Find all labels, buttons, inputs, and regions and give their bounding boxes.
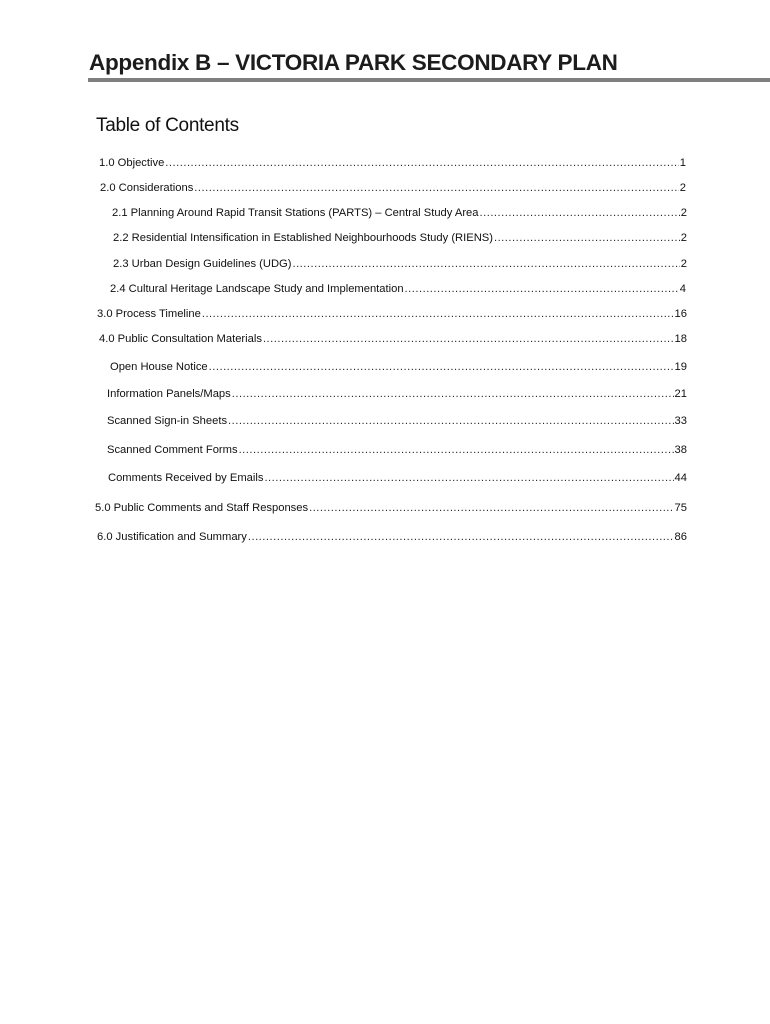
toc-entry-label: Open House Notice xyxy=(110,361,208,373)
dot-leader xyxy=(194,181,678,195)
toc-entry-page: 33 xyxy=(674,415,687,427)
dot-leader xyxy=(239,443,674,457)
dot-leader xyxy=(309,501,673,515)
toc-entry-objective[interactable] xyxy=(99,156,686,170)
toc-entry-considerations[interactable] xyxy=(100,181,686,195)
toc-entry-open-house-notice[interactable] xyxy=(110,360,687,374)
toc-entry-riens[interactable] xyxy=(113,231,687,245)
toc-entry-label: 2.0 Considerations xyxy=(100,182,194,194)
toc-entry-page: 2 xyxy=(679,182,686,194)
toc-entry-parts[interactable] xyxy=(112,206,687,220)
toc-entry-label: 6.0 Justification and Summary xyxy=(97,531,247,543)
toc-entry-email-comments[interactable] xyxy=(108,471,687,485)
toc-entry-label: 4.0 Public Consultation Materials xyxy=(99,333,262,345)
toc-entry-label: 3.0 Process Timeline xyxy=(97,308,201,320)
toc-title: Table of Contents xyxy=(96,115,239,136)
toc-entry-label: 2.2 Residential Intensification in Established Neighbourhoods Study (RIENS) xyxy=(113,232,493,244)
toc-entry-udg[interactable] xyxy=(113,257,687,271)
dot-leader xyxy=(202,307,674,321)
toc-entry-public-comments[interactable] xyxy=(95,501,687,515)
dot-leader xyxy=(480,206,680,220)
toc-entry-page: 16 xyxy=(674,308,687,320)
toc-entry-label: Scanned Comment Forms xyxy=(107,444,238,456)
toc-entry-sign-in-sheets[interactable] xyxy=(107,414,687,428)
toc-entry-page: 21 xyxy=(674,388,687,400)
toc-entry-page: 75 xyxy=(674,502,687,514)
toc-entry-page: 38 xyxy=(674,444,687,456)
toc-entry-process-timeline[interactable] xyxy=(97,307,687,321)
toc-entry-label: Information Panels/Maps xyxy=(107,388,231,400)
toc-entry-comment-forms[interactable] xyxy=(107,443,687,457)
toc-entry-label: Scanned Sign-in Sheets xyxy=(107,415,228,427)
dot-leader xyxy=(264,471,673,485)
dot-leader xyxy=(209,360,674,374)
dot-leader xyxy=(165,156,678,170)
toc-entry-label: 5.0 Public Comments and Staff Responses xyxy=(95,502,309,514)
toc-entry-label: 2.4 Cultural Heritage Landscape Study and Implementation xyxy=(110,283,404,295)
toc-entry-information-panels[interactable] xyxy=(107,387,687,401)
page-title: Appendix B – VICTORIA PARK SECONDARY PLAN xyxy=(89,50,618,75)
toc-entry-page: 2 xyxy=(680,232,687,244)
dot-leader xyxy=(263,332,674,346)
toc-entry-label: 2.3 Urban Design Guidelines (UDG) xyxy=(113,258,292,270)
toc-entry-page: 2 xyxy=(680,258,687,270)
toc-entry-page: 4 xyxy=(679,283,686,295)
dot-leader xyxy=(248,530,674,544)
heading-divider xyxy=(88,78,770,82)
toc-entry-page: 2 xyxy=(680,207,687,219)
dot-leader xyxy=(228,414,674,428)
toc-entry-public-consultation[interactable] xyxy=(99,332,687,346)
toc-entry-cultural-heritage[interactable] xyxy=(110,282,686,296)
toc-entry-page: 86 xyxy=(674,531,687,543)
toc-entry-page: 18 xyxy=(674,333,687,345)
toc-entry-label: Comments Received by Emails xyxy=(108,472,264,484)
dot-leader xyxy=(405,282,679,296)
toc-entry-page: 19 xyxy=(674,361,687,373)
dot-leader xyxy=(232,387,674,401)
dot-leader xyxy=(494,231,680,245)
toc-entry-justification[interactable] xyxy=(97,530,687,544)
toc-entry-label: 2.1 Planning Around Rapid Transit Stations (PARTS) – Central Study Area xyxy=(112,207,479,219)
toc-entry-label: 1.0 Objective xyxy=(99,157,165,169)
toc-entry-page: 44 xyxy=(674,472,687,484)
toc-entry-page: 1 xyxy=(679,157,686,169)
dot-leader xyxy=(292,257,679,271)
